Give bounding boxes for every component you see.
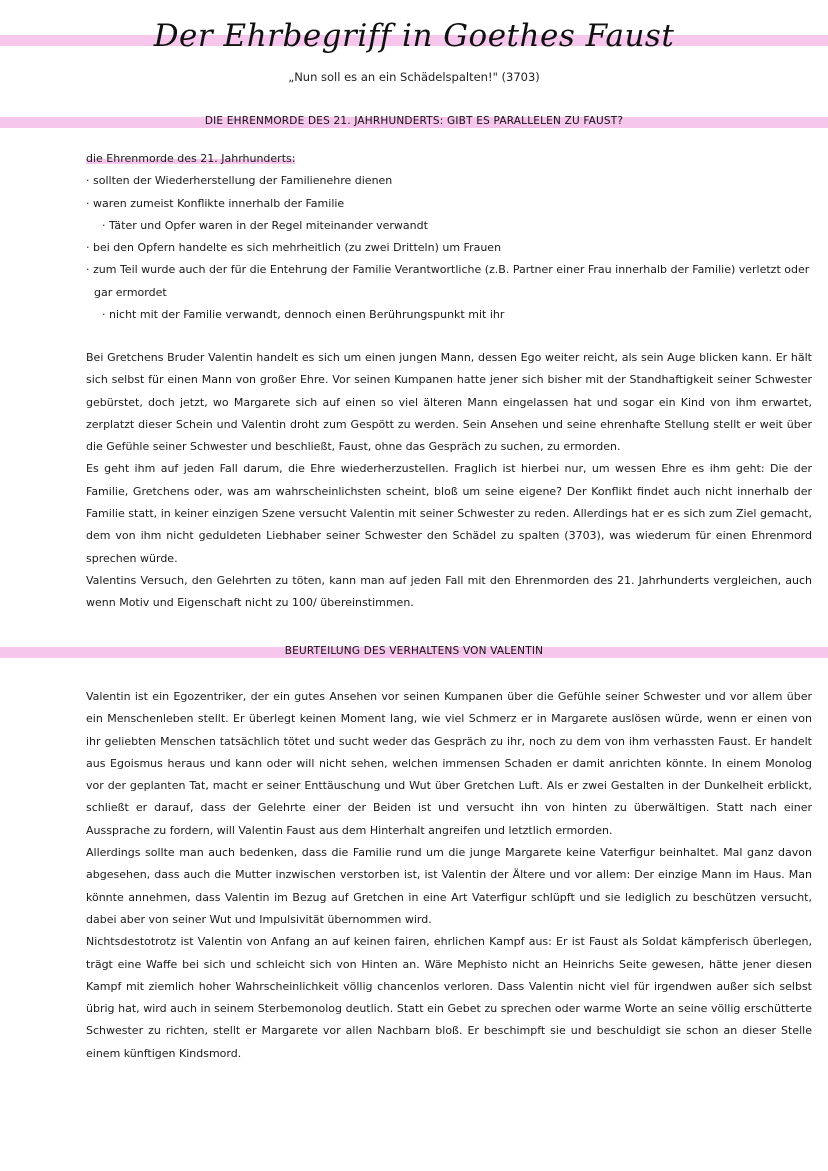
- section2-text: [86, 686, 812, 1065]
- paragraph: Valentin ist ein Egozentriker, der ein gutes Ansehen vor seinen Kumpanen über die Gefühle seiner Schwester und vor allem über ein Menschenleben stellt. Er überlegt keinen Moment lang, wie viel Schmerz er in Margarete auslösen würde, wenn er einen von ihr geliebten Menschen tatsächlich tötet und sucht weder das Gespräch zu ihr, noch zu dem von ihm verhassten Faust. Er handelt aus Egoismus heraus und kann oder will nicht sehen, welchen immensen Schaden er damit anrichten könnte. In einem Monolog vor der geplanten Tat, macht er seiner Enttäuschung und Wut über Gretchen Luft. Als er zwei Gestalten in der Dunkelheit erblickt, schließt er darauf, dass der Gelehrte einer der Beiden ist und versucht ihn von hinten zu überwältigen. Statt nach einer Aussprache zu fordern, will Valentin Faust aus dem Hinterhalt angreifen und letztlich ermorden.: [86, 690, 812, 837]
- section2-heading-text: BEURTEILUNG DES VERHALTENS VON VALENTIN: [284, 645, 544, 657]
- list-title-text: die Ehrenmorde des 21. Jahrhunderts:: [86, 152, 296, 165]
- list-item: · Täter und Opfer waren in der Regel miteinander verwandt: [102, 218, 428, 232]
- section1-text: [86, 347, 812, 615]
- list-title: [86, 148, 812, 170]
- paragraph: Allerdings sollte man auch bedenken, dass die Familie rund um die junge Margarete keine Vaterfigur beinhaltet. Mal ganz davon abgesehen, dass auch die Mutter inzwischen verstorben ist, ist Valentin der Ältere und vor allem: Der einzige Mann im Haus. Man könnte annehmen, dass Valentin im Bezug auf Gretchen in eine Art Vaterfigur schlüpft und sie lediglich zu beschützen versucht, dabei aber von seiner Wut und Impulsivität übernommen wird.: [86, 846, 812, 926]
- page-subtitle-quote: „Nun soll es an ein Schädelspalten!" (3703): [288, 70, 540, 84]
- page-title: Der Ehrbegriff in Goethes Faust: [153, 18, 675, 54]
- section2-heading: [0, 645, 828, 657]
- section1-list: [86, 148, 812, 326]
- list-item: · bei den Opfern handelte es sich mehrheitlich (zu zwei Dritteln) um Frauen: [86, 241, 502, 255]
- paragraph: Valentins Versuch, den Gelehrten zu töten, kann man auf jeden Fall mit den Ehrenmorden des 21. Jahrhunderts vergleichen, auch wenn Motiv und Eigenschaft nicht zu 100/ übereinstimmen.: [86, 573, 812, 610]
- list-item: · zum Teil wurde auch der für die Entehrung der Familie Verantwortliche (z.B. Partner einer Frau innerhalb der Familie) verletzt oder gar ermordet: [86, 263, 810, 299]
- list-item: · waren zumeist Konflikte innerhalb der Familie: [86, 196, 345, 210]
- paragraph: Bei Gretchens Bruder Valentin handelt es sich um einen jungen Mann, dessen Ego weiter reicht, als sein Auge blicken kann. Er hält sich selbst für einen Mann von großer Ehre. Vor seinen Kumpanen hatte jener sich bisher mit der Standhaftigkeit seiner Schwester gebürstet, doch jetzt, wo Margarete sich auf einen so viel älteren Mann eingelassen hat und sogar ein Kind von ihm erwartet, zerplatzt dieser Schein und Valentin droht zum Gespött zu werden. Sein Ansehen und seine ehrenhafte Stellung stellt er weit über die Gefühle seiner Schwester und beschließt, Faust, ohne das Gespräch zu suchen, zu ermorden.: [86, 351, 812, 454]
- paragraph: Es geht ihm auf jeden Fall darum, die Ehre wiederherzustellen. Fraglich ist hierbei nur, um wessen Ehre es ihm geht: Die der Familie, Gretchens oder, was am wahrscheinlichsten scheint, bloß um seine eigene? Der Konflikt findet auch nicht innerhalb der Familie statt, in keiner einzigen Szene versucht Valentin mit seiner Schwester zu reden. Allerdings hat er es sich zum Ziel gemacht, dem von ihm nicht geduldeten Liebhaber seiner Schwester den Schädel zu spalten (3703), was wiederum für einen Ehrenmord sprechen würde.: [86, 462, 812, 565]
- list-item: · sollten der Wiederherstellung der Familienehre dienen: [86, 174, 393, 188]
- section1-heading: [0, 115, 828, 127]
- list-item: · nicht mit der Familie verwandt, dennoch einen Berührungspunkt mit ihr: [102, 308, 505, 322]
- paragraph: Nichtsdestotrotz ist Valentin von Anfang an auf keinen fairen, ehrlichen Kampf aus: Er ist Faust als Soldat kämpferisch überlegen, trägt eine Waffe bei sich und schleicht sich von Hinten an. Wäre Mephisto nicht an Heinrichs Seite gewesen, hätte jener diesen Kampf mit ziemlich hoher Wahrscheinlichkeit völlig chancenlos verloren. Dass Valentin nicht viel für irgendwen außer sich selbst übrig hat, wird auch in seinem Sterbemonolog deutlich. Statt ein Gebet zu sprechen oder warme Worte an seine völlig erschütterte Schwester zu richten, stellt er Margarete vor allen Nachbarn bloß. Er beschimpft sie und beschuldigt sie schon an dieser Stelle einem künftigen Kindsmord.: [86, 935, 812, 1060]
- section1-heading-text: DIE EHRENMORDE DES 21. JAHRHUNDERTS: GIBT ES PARALLELEN ZU FAUST?: [204, 115, 624, 127]
